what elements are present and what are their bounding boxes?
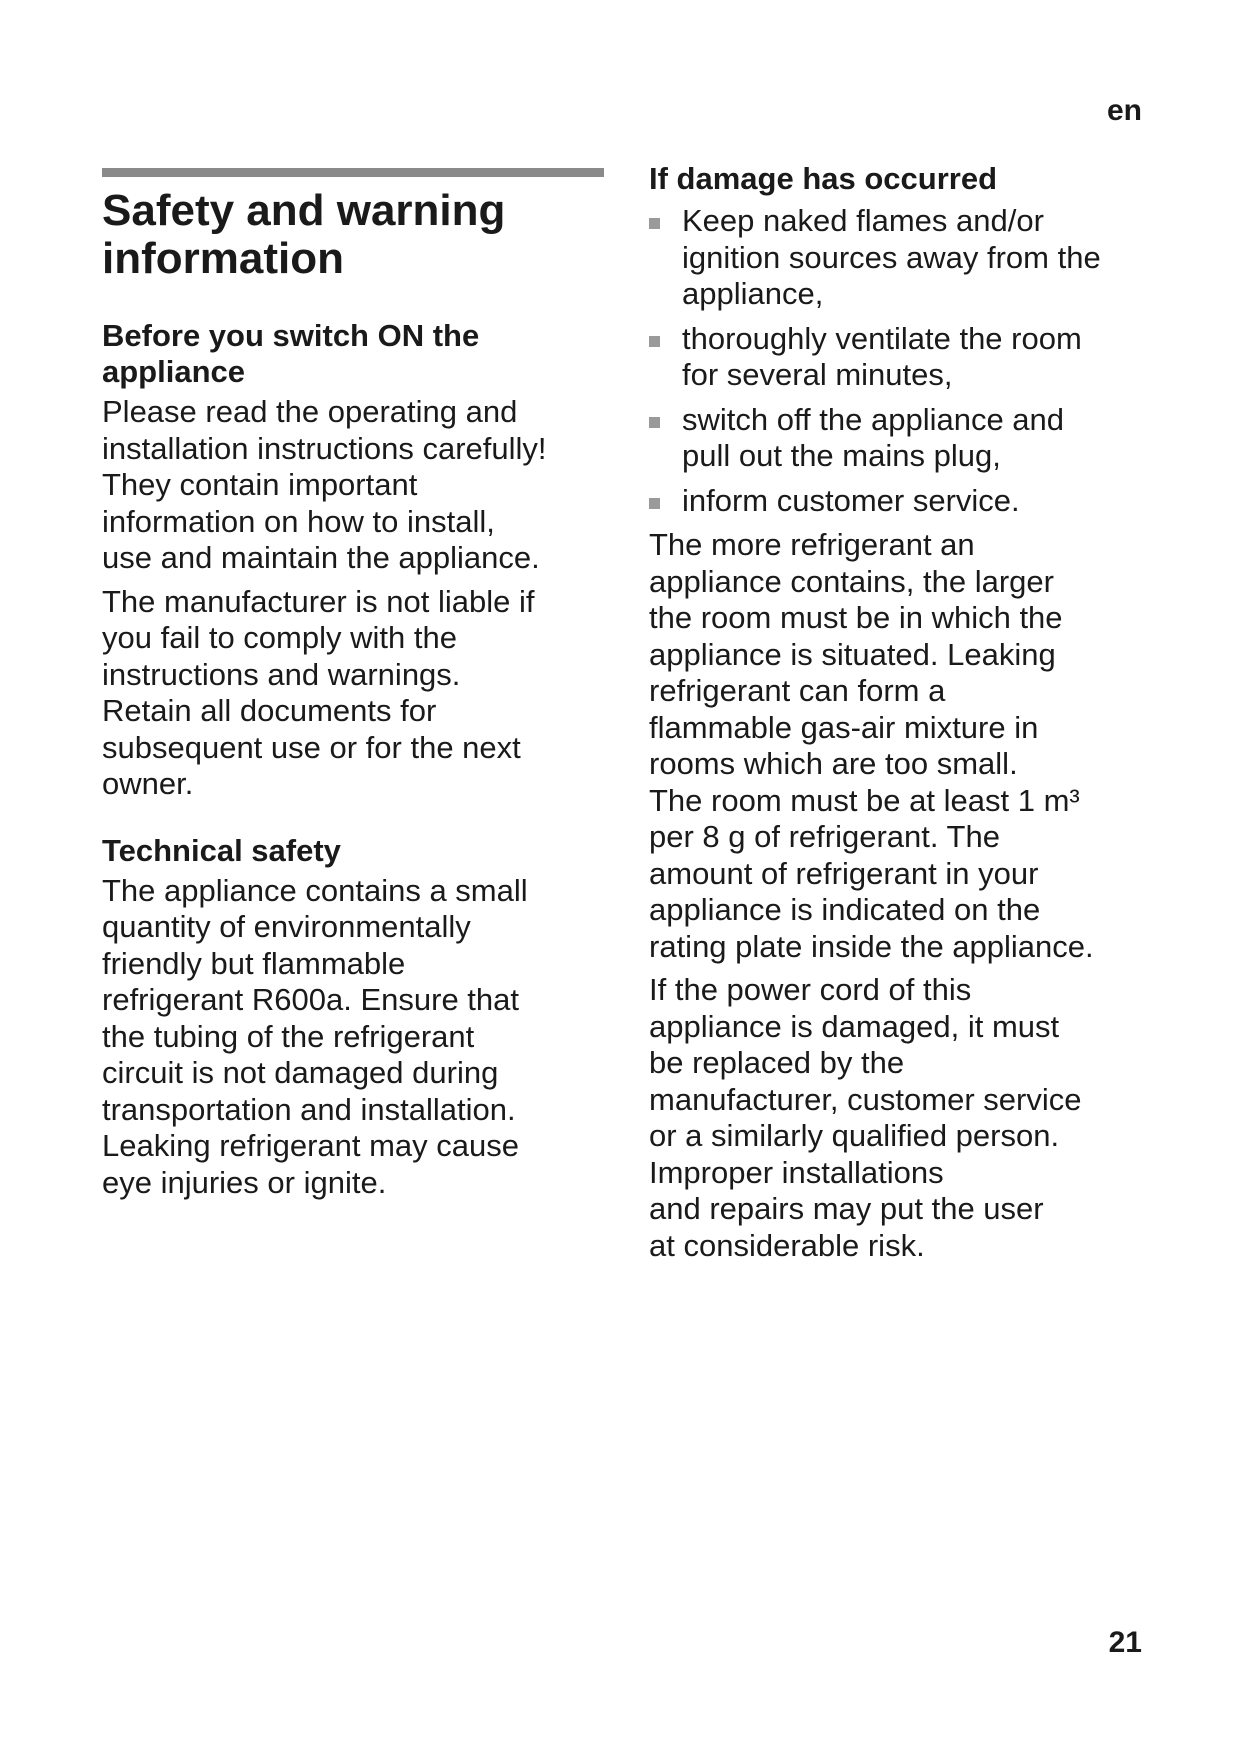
text-line: refrigerant can form a [649,673,946,708]
square-bullet-icon [649,417,660,428]
section-title-line: Safety and warning [102,186,506,235]
text-line: and repairs may put the user [649,1191,1044,1226]
text-line: be replaced by the [649,1045,905,1080]
text-line: inform customer service. [682,482,1020,518]
text-line: or a similarly qualified person. [649,1118,1060,1153]
section-divider-bar [102,168,604,177]
text-line: appliance is situated. Leaking [649,636,1056,672]
text-line: transportation and installation. [102,1091,516,1127]
power-cord-paragraph [649,972,1144,1264]
text-line: Retain all documents for [102,693,437,728]
text-line: Improper installations [649,1154,944,1190]
text-line: rating plate inside the appliance. [649,928,1094,964]
text-line: The manufacturer is not liable if [102,583,535,619]
before-switch-on-heading [102,318,605,390]
text-line: Please read the operating and [102,394,518,429]
list-item [649,203,1144,313]
text-line: thoroughly ventilate the room [682,320,1082,356]
text-line: information on how to install, [102,503,495,539]
damage-heading: If damage has occurred [649,161,998,196]
text-line: for several minutes, [682,357,953,392]
list-item [649,483,1144,520]
technical-safety-paragraph [102,873,605,1202]
text-line: rooms which are too small. [649,746,1018,781]
text-line: subsequent use or for the next [102,729,521,765]
text-line: The appliance contains a small [102,872,528,908]
text-line: appliance, [682,276,824,311]
text-line: appliance is damaged, it must [649,1008,1060,1044]
text-line: quantity of environmentally [102,909,471,944]
text-line: switch off the appliance and [682,401,1065,437]
text-line: The more refrigerant an [649,527,975,562]
text-line: eye injuries or ignite. [102,1164,387,1200]
square-bullet-icon [649,336,660,347]
square-bullet-icon [649,498,660,509]
text-line: Leaking refrigerant may cause [102,1128,520,1163]
text-line: the tubing of the refrigerant [102,1018,475,1054]
left-content [102,318,605,1201]
text-line: owner. [102,766,194,801]
text-line: instructions and warnings. [102,656,461,692]
text-line: the room must be in which the [649,600,1063,635]
damage-actions-list [649,203,1144,519]
read-instructions-paragraph [102,394,605,577]
text-line: ignition sources away from the [682,239,1101,275]
text-line: circuit is not damaged during [102,1055,499,1090]
text-line: If the power cord of this [649,972,972,1007]
right-content [649,161,1144,1264]
text-line: use and maintain the appliance. [102,540,540,575]
text-line: at considerable risk. [649,1227,925,1263]
text-line: amount of refrigerant in your [649,855,1039,891]
list-item [649,402,1144,475]
text-line: Keep naked flames and/or [682,203,1044,238]
section-title [102,187,505,283]
text-line: The room must be at least 1 m³ [649,782,1080,818]
language-label: en [1106,94,1142,127]
text-line: per 8 g of refrigerant. The [649,819,1000,854]
text-line: pull out the mains plug, [682,438,1001,473]
technical-safety-heading: Technical safety [102,832,341,868]
heading-line: Before you switch ON the [102,318,480,353]
heading-line: appliance [102,354,245,389]
text-line: friendly but flammable [102,945,406,981]
text-line: you fail to comply with the [102,620,457,655]
section-title-line: information [102,234,344,283]
refrigerant-room-size-paragraph [649,527,1144,965]
text-line: refrigerant R600a. Ensure that [102,982,520,1017]
text-line: manufacturer, customer service [649,1081,1082,1117]
square-bullet-icon [649,218,660,229]
liability-paragraph [102,584,605,803]
text-line: installation instructions carefully! [102,430,547,466]
page-number: 21 [1108,1626,1142,1659]
text-line: They contain important [102,467,418,502]
text-line: flammable gas-air mixture in [649,709,1039,745]
list-item [649,321,1144,394]
text-line: appliance contains, the larger [649,563,1054,599]
text-line: appliance is indicated on the [649,892,1041,927]
